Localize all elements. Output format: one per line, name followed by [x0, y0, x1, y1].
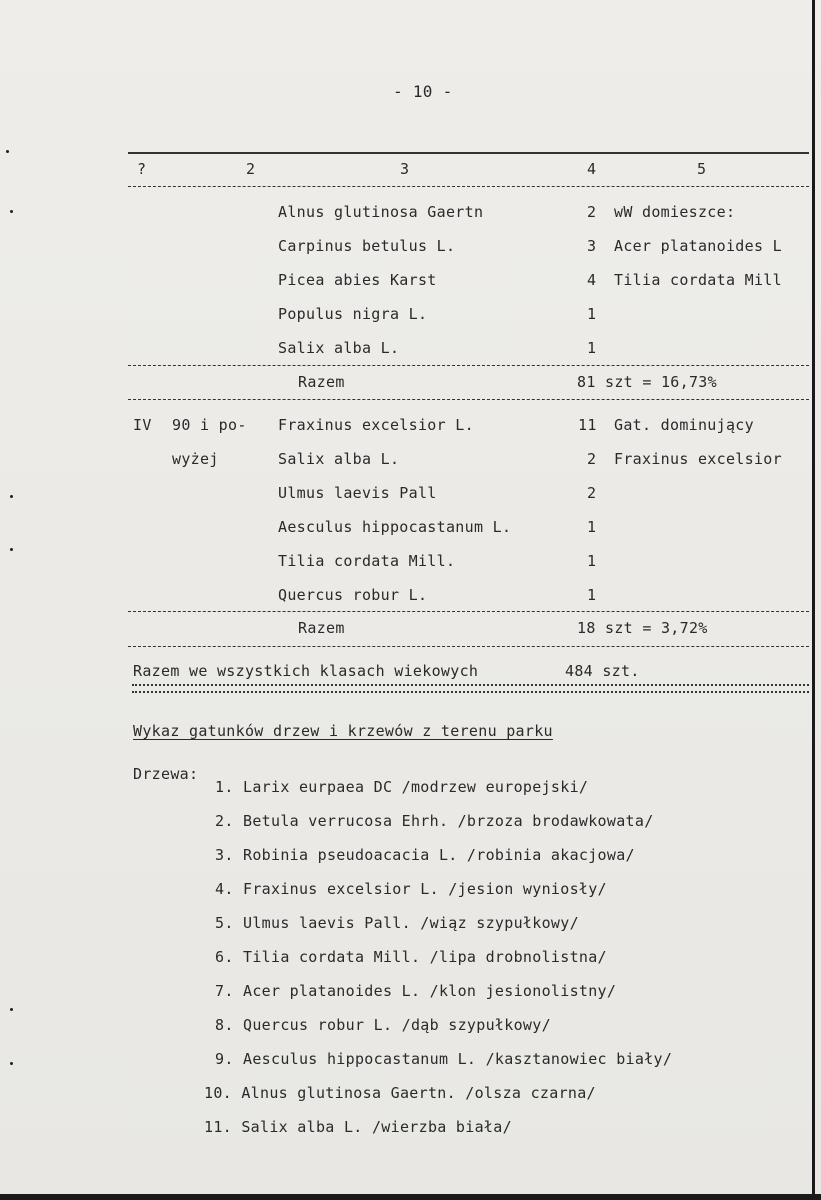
grand-total-label: Razem we wszystkich klasach wiekowych	[133, 662, 479, 680]
tree-list-item: 8. Quercus robur L. /dąb szypułkowy/	[215, 1016, 551, 1034]
grand-total-value: 484 szt.	[565, 662, 640, 680]
subtotal-rule	[128, 611, 809, 612]
subtotal-label: Razem	[298, 619, 345, 637]
species-count: 2	[587, 450, 597, 468]
tree-list-item: 3. Robinia pseudoacacia L. /robinia akacjowa/	[215, 846, 635, 864]
column-header-5: 5	[697, 160, 707, 178]
species-count: 2	[587, 203, 597, 221]
column-header-2: 2	[246, 160, 256, 178]
header-rule	[128, 186, 809, 187]
species-name: Tilia cordata Mill.	[278, 552, 456, 570]
column-header-1: ?	[137, 160, 147, 178]
species-name: Picea abies Karst	[278, 271, 437, 289]
species-count: 3	[587, 237, 597, 255]
species-count: 1	[587, 339, 597, 357]
age-class: IV	[133, 416, 152, 434]
tree-list-item: 7. Acer platanoides L. /klon jesionolistny/	[215, 982, 617, 1000]
species-count: 11	[578, 416, 597, 434]
species-count: 1	[587, 518, 597, 536]
species-name: Aesculus hippocastanum L.	[278, 518, 512, 536]
species-count: 1	[587, 552, 597, 570]
margin-mark	[10, 548, 13, 551]
section-title: Wykaz gatunków drzew i krzewów z terenu parku	[133, 722, 553, 740]
subtotal-label: Razem	[298, 373, 345, 391]
page-number: - 10 -	[393, 82, 453, 101]
margin-mark	[10, 210, 13, 213]
species-name: Fraxinus excelsior L.	[278, 416, 474, 434]
subtotal-rule	[128, 365, 809, 366]
column-header-3: 3	[400, 160, 410, 178]
species-name: Carpinus betulus L.	[278, 237, 456, 255]
species-name: Quercus robur L.	[278, 586, 428, 604]
tree-list-item: 9. Aesculus hippocastanum L. /kasztanowiec biały/	[215, 1050, 673, 1068]
tree-list-item: 5. Ulmus laevis Pall. /wiąz szypułkowy/	[215, 914, 579, 932]
trees-label: Drzewa:	[133, 765, 199, 783]
margin-mark	[10, 1008, 13, 1011]
species-name: Populus nigra L.	[278, 305, 428, 323]
species-count: 1	[587, 305, 597, 323]
scan-border-right	[812, 0, 815, 1200]
species-name: Salix alba L.	[278, 450, 400, 468]
scan-border-bottom	[0, 1194, 821, 1200]
species-name: Ulmus laevis Pall	[278, 484, 437, 502]
tree-list-item: 10. Alnus glutinosa Gaertn. /olsza czarna/	[204, 1084, 596, 1102]
subtotal-value: 81 szt = 16,73%	[577, 373, 717, 391]
tree-list-item: 6. Tilia cordata Mill. /lipa drobnolistna/	[215, 948, 607, 966]
column-header-4: 4	[587, 160, 597, 178]
table-top-rule	[128, 152, 809, 154]
species-count: 1	[587, 586, 597, 604]
margin-mark	[10, 1062, 13, 1065]
species-note: Acer platanoides L	[614, 237, 782, 255]
subtotal-value: 18 szt = 3,72%	[577, 619, 708, 637]
species-count: 4	[587, 271, 597, 289]
age-range: wyżej	[172, 450, 219, 468]
margin-mark	[6, 150, 9, 153]
species-note: wW domieszce:	[614, 203, 736, 221]
species-note: Tilia cordata Mill	[614, 271, 782, 289]
tree-list-item: 2. Betula verrucosa Ehrh. /brzoza brodawkowata/	[215, 812, 654, 830]
tree-list-item: 1. Larix eurpaea DC /modrzew europejski/	[215, 778, 589, 796]
species-note: Fraxinus excelsior	[614, 450, 782, 468]
double-rule	[132, 684, 809, 693]
species-name: Alnus glutinosa Gaertn	[278, 203, 484, 221]
species-name: Salix alba L.	[278, 339, 400, 357]
tree-list-item: 11. Salix alba L. /wierzba biała/	[204, 1118, 512, 1136]
species-note: Gat. dominujący	[614, 416, 754, 434]
species-count: 2	[587, 484, 597, 502]
margin-mark	[10, 495, 13, 498]
subtotal-rule	[128, 646, 809, 647]
age-range: 90 i po-	[172, 416, 247, 434]
subtotal-rule	[128, 399, 809, 400]
tree-list-item: 4. Fraxinus excelsior L. /jesion wyniosły/	[215, 880, 607, 898]
